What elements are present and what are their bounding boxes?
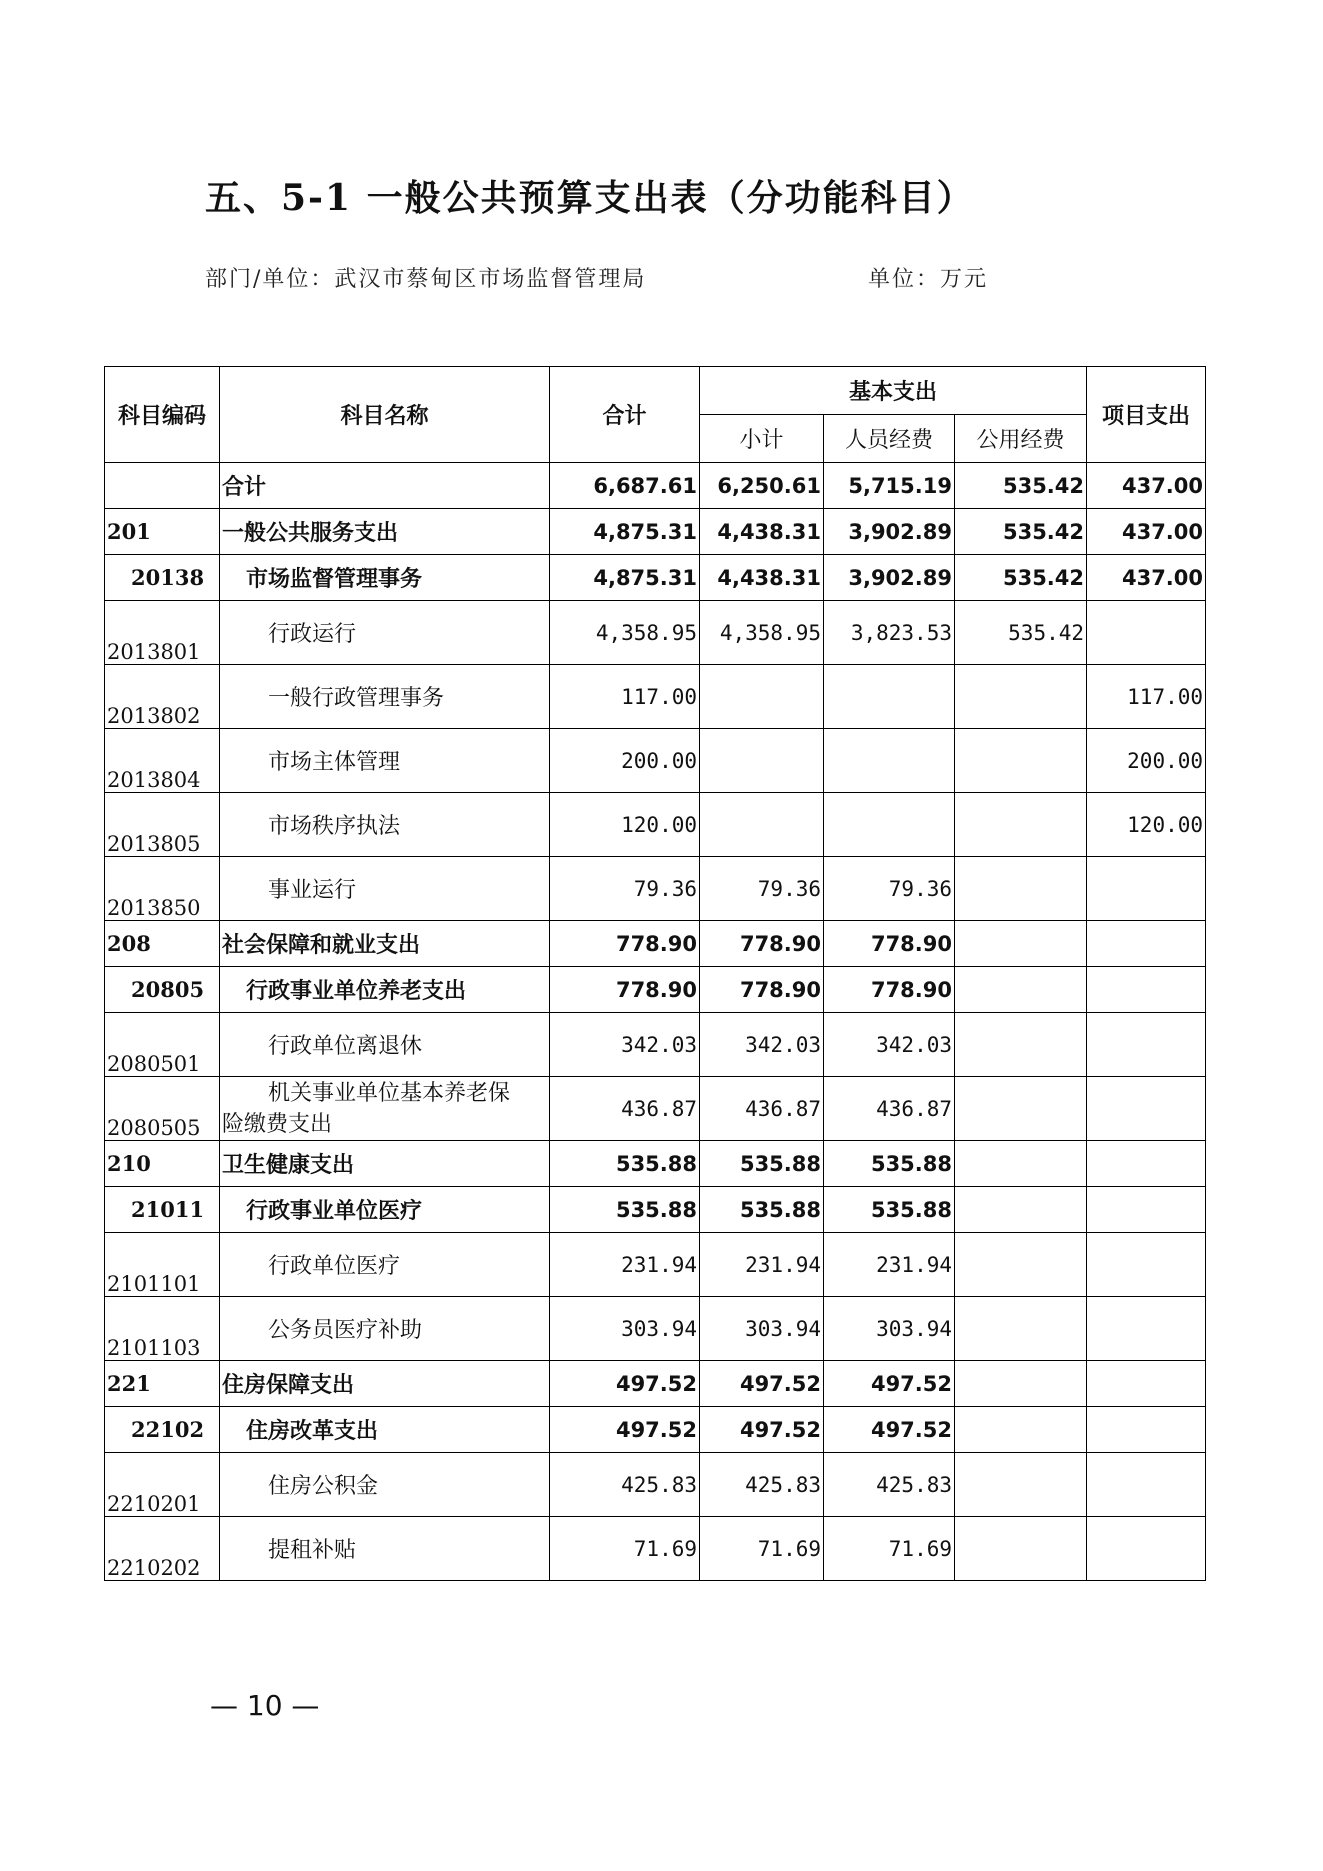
cell-public — [955, 1517, 1087, 1581]
cell-subtotal — [700, 729, 824, 793]
cell-name: 市场主体管理 — [220, 729, 550, 793]
cell-total: 303.94 — [550, 1297, 700, 1361]
cell-name: 市场监督管理事务 — [220, 555, 550, 601]
cell-subtotal: 436.87 — [700, 1077, 824, 1141]
cell-code: 2210202 — [105, 1517, 220, 1581]
cell-project — [1087, 1407, 1206, 1453]
cell-code: 2013804 — [105, 729, 220, 793]
header-basic: 基本支出 — [700, 367, 1087, 415]
cell-project — [1087, 1233, 1206, 1297]
cell-subtotal: 535.88 — [700, 1141, 824, 1187]
cell-personnel: 778.90 — [824, 921, 955, 967]
cell-subtotal: 303.94 — [700, 1297, 824, 1361]
cell-subtotal: 425.83 — [700, 1453, 824, 1517]
cell-total: 71.69 — [550, 1517, 700, 1581]
cell-name: 合计 — [220, 463, 550, 509]
cell-total: 497.52 — [550, 1361, 700, 1407]
cell-project — [1087, 1361, 1206, 1407]
cell-total: 342.03 — [550, 1013, 700, 1077]
cell-code: 221 — [105, 1361, 220, 1407]
cell-personnel: 79.36 — [824, 857, 955, 921]
cell-personnel — [824, 729, 955, 793]
cell-public: 535.42 — [955, 555, 1087, 601]
table-row — [105, 967, 1206, 1013]
cell-project — [1087, 1141, 1206, 1187]
table-row — [105, 665, 1206, 729]
cell-project — [1087, 1077, 1206, 1141]
cell-personnel: 436.87 — [824, 1077, 955, 1141]
cell-public — [955, 921, 1087, 967]
cell-name: 行政单位离退休 — [220, 1013, 550, 1077]
table-row — [105, 1077, 1206, 1141]
cell-code: 2013802 — [105, 665, 220, 729]
header-public: 公用经费 — [955, 415, 1087, 463]
cell-name: 住房改革支出 — [220, 1407, 550, 1453]
table-row — [105, 1517, 1206, 1581]
cell-code: 21011 — [105, 1187, 220, 1233]
cell-code: 208 — [105, 921, 220, 967]
cell-total: 778.90 — [550, 921, 700, 967]
cell-name: 一般公共服务支出 — [220, 509, 550, 555]
cell-name-line2: 险缴费支出 — [222, 1111, 333, 1137]
cell-project: 437.00 — [1087, 463, 1206, 509]
cell-subtotal — [700, 793, 824, 857]
cell-code: 2210201 — [105, 1453, 220, 1517]
table-row — [105, 1453, 1206, 1517]
header-personnel: 人员经费 — [824, 415, 955, 463]
cell-total: 200.00 — [550, 729, 700, 793]
cell-total: 535.88 — [550, 1141, 700, 1187]
cell-public — [955, 793, 1087, 857]
cell-name: 住房保障支出 — [220, 1361, 550, 1407]
table-row — [105, 1141, 1206, 1187]
cell-code: 2101101 — [105, 1233, 220, 1297]
cell-personnel: 231.94 — [824, 1233, 955, 1297]
cell-name: 行政运行 — [220, 601, 550, 665]
table-row — [105, 1407, 1206, 1453]
cell-project — [1087, 601, 1206, 665]
cell-personnel: 3,823.53 — [824, 601, 955, 665]
cell-public — [955, 1141, 1087, 1187]
cell-subtotal: 71.69 — [700, 1517, 824, 1581]
cell-project — [1087, 857, 1206, 921]
cell-name — [220, 1077, 550, 1141]
cell-name: 提租补贴 — [220, 1517, 550, 1581]
cell-public — [955, 967, 1087, 1013]
cell-subtotal — [700, 665, 824, 729]
cell-name-line1: 机关事业单位基本养老保 — [268, 1080, 511, 1106]
cell-personnel: 497.52 — [824, 1361, 955, 1407]
cell-public — [955, 857, 1087, 921]
table-row — [105, 601, 1206, 665]
cell-project: 120.00 — [1087, 793, 1206, 857]
cell-subtotal: 342.03 — [700, 1013, 824, 1077]
cell-subtotal: 4,438.31 — [700, 555, 824, 601]
header-total: 合计 — [550, 367, 700, 463]
cell-subtotal: 497.52 — [700, 1407, 824, 1453]
cell-project: 437.00 — [1087, 555, 1206, 601]
cell-personnel: 342.03 — [824, 1013, 955, 1077]
cell-public: 535.42 — [955, 509, 1087, 555]
table-row — [105, 463, 1206, 509]
cell-project: 437.00 — [1087, 509, 1206, 555]
cell-code: 2080501 — [105, 1013, 220, 1077]
header-subtotal: 小计 — [700, 415, 824, 463]
cell-personnel: 535.88 — [824, 1141, 955, 1187]
cell-project — [1087, 1013, 1206, 1077]
cell-subtotal: 231.94 — [700, 1233, 824, 1297]
cell-public — [955, 1453, 1087, 1517]
cell-code — [105, 463, 220, 509]
cell-personnel: 303.94 — [824, 1297, 955, 1361]
cell-code: 20805 — [105, 967, 220, 1013]
department-label: 部门/单位：武汉市蔡甸区市场监督管理局 — [205, 267, 647, 292]
page-number: — 10 — — [210, 1689, 320, 1722]
cell-name: 事业运行 — [220, 857, 550, 921]
cell-personnel: 497.52 — [824, 1407, 955, 1453]
cell-public — [955, 1077, 1087, 1141]
cell-code: 2013805 — [105, 793, 220, 857]
cell-project — [1087, 967, 1206, 1013]
cell-personnel: 778.90 — [824, 967, 955, 1013]
cell-public — [955, 729, 1087, 793]
cell-personnel: 3,902.89 — [824, 509, 955, 555]
cell-public — [955, 1233, 1087, 1297]
cell-subtotal: 778.90 — [700, 967, 824, 1013]
table-row — [105, 1233, 1206, 1297]
cell-code: 2080505 — [105, 1077, 220, 1141]
cell-public — [955, 1187, 1087, 1233]
cell-personnel: 425.83 — [824, 1453, 955, 1517]
table-row — [105, 729, 1206, 793]
table-row — [105, 921, 1206, 967]
budget-table — [104, 366, 1206, 1581]
cell-personnel: 5,715.19 — [824, 463, 955, 509]
header-code: 科目编码 — [105, 367, 220, 463]
cell-total: 231.94 — [550, 1233, 700, 1297]
cell-total: 117.00 — [550, 665, 700, 729]
cell-personnel: 3,902.89 — [824, 555, 955, 601]
table-row — [105, 857, 1206, 921]
cell-personnel — [824, 793, 955, 857]
cell-total: 6,687.61 — [550, 463, 700, 509]
header-name: 科目名称 — [220, 367, 550, 463]
cell-total: 4,875.31 — [550, 555, 700, 601]
cell-code: 22102 — [105, 1407, 220, 1453]
cell-public: 535.42 — [955, 463, 1087, 509]
table-row — [105, 555, 1206, 601]
cell-code: 20138 — [105, 555, 220, 601]
cell-project: 117.00 — [1087, 665, 1206, 729]
cell-name: 住房公积金 — [220, 1453, 550, 1517]
unit-label: 单位：万元 — [868, 267, 989, 292]
cell-total: 436.87 — [550, 1077, 700, 1141]
table-row — [105, 793, 1206, 857]
cell-project — [1087, 1453, 1206, 1517]
cell-total: 79.36 — [550, 857, 700, 921]
cell-code: 2013801 — [105, 601, 220, 665]
cell-personnel — [824, 665, 955, 729]
cell-personnel: 71.69 — [824, 1517, 955, 1581]
page-title: 五、5-1 一般公共预算支出表（分功能科目） — [205, 177, 975, 219]
table-row — [105, 1297, 1206, 1361]
cell-total: 425.83 — [550, 1453, 700, 1517]
cell-total: 778.90 — [550, 967, 700, 1013]
cell-public — [955, 665, 1087, 729]
cell-public — [955, 1013, 1087, 1077]
cell-name: 市场秩序执法 — [220, 793, 550, 857]
cell-public — [955, 1407, 1087, 1453]
cell-total: 4,358.95 — [550, 601, 700, 665]
cell-total: 4,875.31 — [550, 509, 700, 555]
cell-code: 2013850 — [105, 857, 220, 921]
table-row — [105, 1361, 1206, 1407]
cell-code: 201 — [105, 509, 220, 555]
cell-name: 公务员医疗补助 — [220, 1297, 550, 1361]
cell-name: 社会保障和就业支出 — [220, 921, 550, 967]
cell-subtotal: 497.52 — [700, 1361, 824, 1407]
cell-code: 2101103 — [105, 1297, 220, 1361]
cell-code: 210 — [105, 1141, 220, 1187]
cell-project — [1087, 921, 1206, 967]
cell-project — [1087, 1187, 1206, 1233]
cell-subtotal: 535.88 — [700, 1187, 824, 1233]
table-row — [105, 1013, 1206, 1077]
table-body — [105, 463, 1206, 1581]
cell-name: 行政单位医疗 — [220, 1233, 550, 1297]
cell-total: 535.88 — [550, 1187, 700, 1233]
cell-project — [1087, 1297, 1206, 1361]
cell-project — [1087, 1517, 1206, 1581]
cell-name: 行政事业单位养老支出 — [220, 967, 550, 1013]
cell-total: 497.52 — [550, 1407, 700, 1453]
cell-name: 行政事业单位医疗 — [220, 1187, 550, 1233]
header-project: 项目支出 — [1087, 367, 1206, 463]
cell-subtotal: 6,250.61 — [700, 463, 824, 509]
cell-subtotal: 778.90 — [700, 921, 824, 967]
cell-subtotal: 79.36 — [700, 857, 824, 921]
cell-total: 120.00 — [550, 793, 700, 857]
cell-public — [955, 1361, 1087, 1407]
cell-subtotal: 4,358.95 — [700, 601, 824, 665]
table-row — [105, 509, 1206, 555]
cell-subtotal: 4,438.31 — [700, 509, 824, 555]
cell-public — [955, 1297, 1087, 1361]
cell-public: 535.42 — [955, 601, 1087, 665]
cell-name: 卫生健康支出 — [220, 1141, 550, 1187]
cell-personnel: 535.88 — [824, 1187, 955, 1233]
cell-project: 200.00 — [1087, 729, 1206, 793]
cell-name: 一般行政管理事务 — [220, 665, 550, 729]
table-row — [105, 1187, 1206, 1233]
